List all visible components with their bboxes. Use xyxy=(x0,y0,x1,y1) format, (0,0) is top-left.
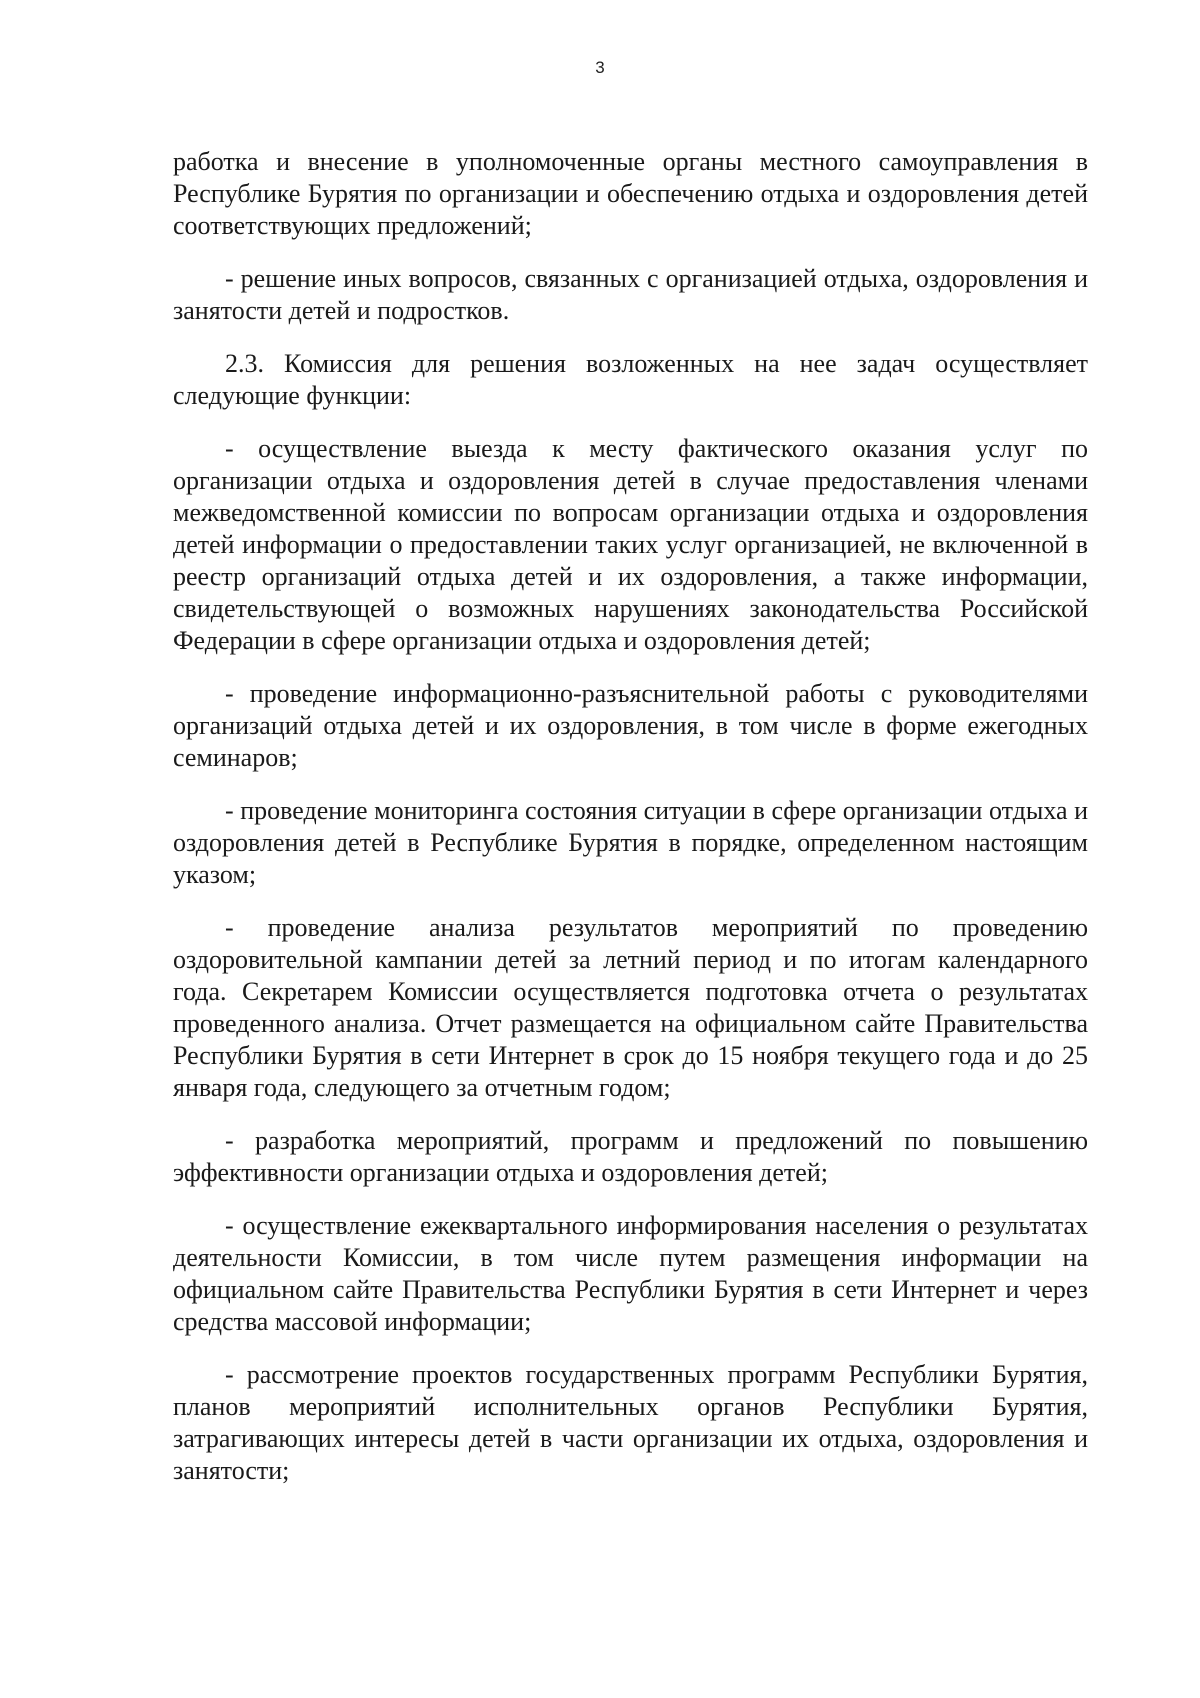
paragraph: работка и внесение в уполномоченные органы местного самоуправления в Республике Бурятия по организации и обеспечению отдыха и оздоровления детей соответствующих предложений; xyxy=(173,147,1088,240)
paragraph: 2.3. Комиссия для решения возложенных на нее задач осуществляет следующие функции: xyxy=(173,349,1088,410)
paragraph: - разработка мероприятий, программ и предложений по повышению эффективности организации отдыха и оздоровления детей; xyxy=(173,1126,1088,1187)
paragraph: - осуществление ежеквартального информирования населения о результатах деятельности Комиссии, в том числе путем размещения информации на официальном сайте Правительства Республики Бурятия в сети Интернет и через средства массовой информации; xyxy=(173,1211,1088,1336)
paragraph: - проведение анализа результатов мероприятий по проведению оздоровительной кампании детей за летний период и по итогам календарного года. Секретарем Комиссии осуществляется подготовка отчета о результатах проведенного анализа. Отчет размещается на официальном сайте Правительства Республики Бурятия в сети Интернет в срок до 15 ноября текущего года и до 25 января года, следующего за отчетным годом; xyxy=(173,913,1088,1102)
document-body xyxy=(173,146,1088,1508)
paragraph: - проведение информационно-разъяснительной работы с руководителями организаций отдыха детей и их оздоровления, в том числе в форме ежегодных семинаров; xyxy=(173,679,1088,772)
paragraph: - осуществление выезда к месту фактического оказания услуг по организации отдыха и оздоровления детей в случае предоставления членами межведомственной комиссии по вопросам организации отдыха и оздоровления детей информации о предоставлении таких услуг организацией, не включенной в реестр организаций отдыха детей и их оздоровления, а также информации, свидетельствующей о возможных нарушениях законодательства Российской Федерации в сфере организации отдыха и оздоровления детей; xyxy=(173,434,1088,655)
paragraph: - рассмотрение проектов государственных программ Республики Бурятия, планов мероприятий исполнительных органов Республики Бурятия, затрагивающих интересы детей в части организации их отдыха, оздоровления и занятости; xyxy=(173,1360,1088,1485)
paragraph: - проведение мониторинга состояния ситуации в сфере организации отдыха и оздоровления детей в Республике Бурятия в порядке, определенном настоящим указом; xyxy=(173,796,1088,889)
paragraph: - решение иных вопросов, связанных с организацией отдыха, оздоровления и занятости детей и подростков. xyxy=(173,264,1088,325)
page-number: 3 xyxy=(595,58,605,77)
